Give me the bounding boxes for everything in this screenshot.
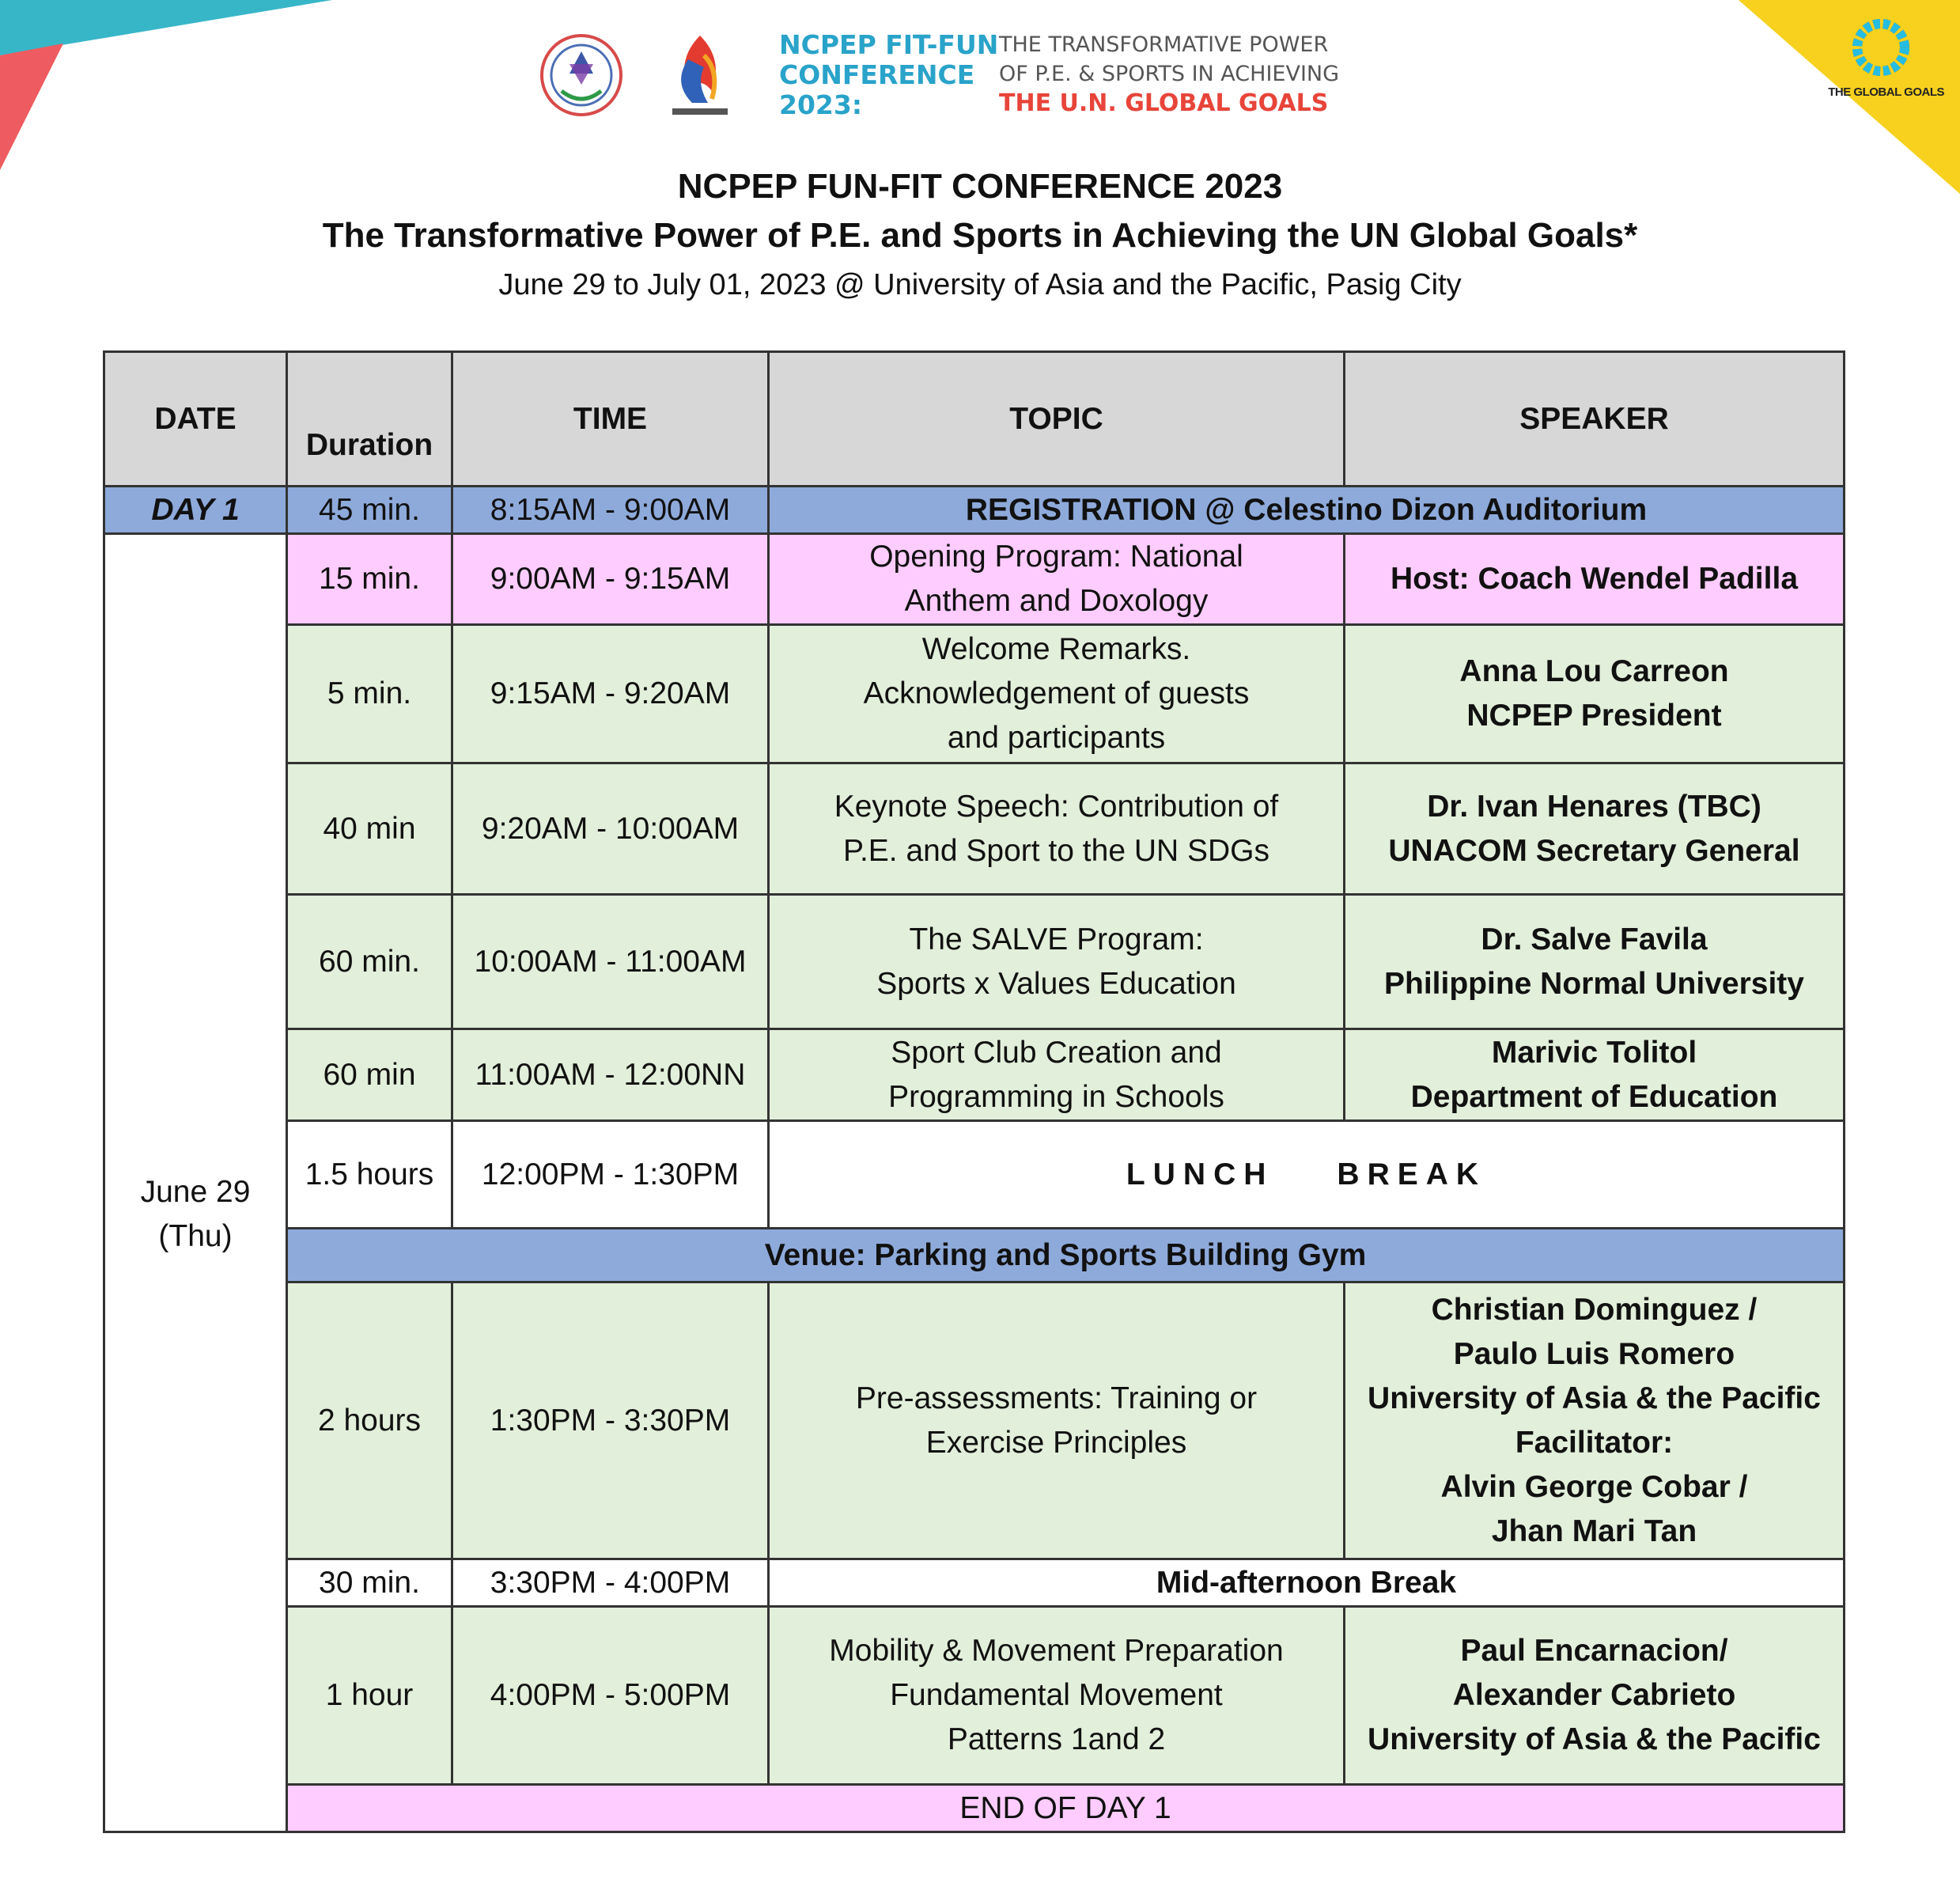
header-time: TIME xyxy=(452,352,769,487)
corner-decoration-left xyxy=(0,0,411,174)
cell-duration: 60 min xyxy=(287,1029,452,1121)
cell-time: 9:15AM - 9:20AM xyxy=(452,625,769,763)
cell-duration: 5 min. xyxy=(287,625,452,763)
cell-duration: 15 min. xyxy=(287,534,452,625)
break-label: Mid-afternoon Break xyxy=(769,1559,1845,1607)
lunch-break-label: LUNCH BREAK xyxy=(769,1121,1845,1229)
cell-duration: 2 hours xyxy=(287,1282,452,1559)
table-row xyxy=(104,1607,1845,1785)
table-row xyxy=(104,534,1845,625)
table-row xyxy=(104,625,1845,763)
header-duration: Duration xyxy=(287,352,452,487)
date-venue: June 29 to July 01, 2023 @ University of Asia and the Pacific, Pasig City xyxy=(498,268,1462,301)
cell-duration: 30 min. xyxy=(287,1559,452,1607)
cell-topic: Pre-assessments: Training or Exercise Principles xyxy=(769,1282,1345,1559)
header-date: DATE xyxy=(104,352,287,487)
page-subtitle: The Transformative Power of P.E. and Sports in Achieving the UN Global Goals* xyxy=(322,216,1638,255)
ncpep-seal-icon xyxy=(538,28,625,123)
cell-speaker: Anna Lou Carreon NCPEP President xyxy=(1345,625,1845,763)
cell-time: 4:00PM - 5:00PM xyxy=(452,1607,769,1785)
registration-row xyxy=(104,487,1845,534)
table-row xyxy=(104,763,1845,895)
break-row xyxy=(104,1559,1845,1607)
cell-time: 1:30PM - 3:30PM xyxy=(452,1282,769,1559)
table-header-row xyxy=(104,352,1845,487)
cell-speaker: Paul Encarnacion/ Alexander Cabrieto University of Asia & the Pacific xyxy=(1345,1607,1845,1785)
cell-time: 8:15AM - 9:00AM xyxy=(452,487,769,534)
brand-tagline: THE TRANSFORMATIVE POWER OF P.E. & SPORTS IN ACHIEVING THE U.N. GLOBAL GOALS xyxy=(999,32,1340,117)
cell-duration: 1.5 hours xyxy=(287,1121,452,1229)
title-block xyxy=(0,162,1960,309)
cell-topic: The SALVE Program: Sports x Values Education xyxy=(769,895,1345,1029)
table-row xyxy=(104,1282,1845,1559)
day-label: DAY 1 xyxy=(104,487,287,534)
cell-topic: Keynote Speech: Contribution of P.E. and Sport to the UN SDGs xyxy=(769,763,1345,895)
header-topic: TOPIC xyxy=(769,352,1345,487)
cell-time: 9:20AM - 10:00AM xyxy=(452,763,769,895)
logo-group xyxy=(538,24,775,127)
cell-time: 10:00AM - 11:00AM xyxy=(452,895,769,1029)
page-title: NCPEP FUN-FIT CONFERENCE 2023 xyxy=(677,167,1283,206)
registration-label: REGISTRATION @ Celestino Dizon Auditorium xyxy=(769,487,1845,534)
cell-speaker: Host: Coach Wendel Padilla xyxy=(1345,534,1845,625)
cell-duration: 60 min. xyxy=(287,895,452,1029)
table-row xyxy=(104,1029,1845,1121)
cell-speaker: Marivic Tolitol Department of Education xyxy=(1345,1029,1845,1121)
cell-speaker: Dr. Salve Favila Philippine Normal University xyxy=(1345,895,1845,1029)
cell-speaker: Dr. Ivan Henares (TBC) UNACOM Secretary General xyxy=(1345,763,1845,895)
venue-row xyxy=(104,1229,1845,1282)
date-cell: June 29 (Thu) xyxy=(104,534,287,1832)
end-of-day-label: END OF DAY 1 xyxy=(287,1785,1845,1832)
table-row xyxy=(104,895,1845,1029)
cell-time: 3:30PM - 4:00PM xyxy=(452,1559,769,1607)
lunch-row xyxy=(104,1121,1845,1229)
cell-time: 9:00AM - 9:15AM xyxy=(452,534,769,625)
sport-management-logo-icon xyxy=(656,28,744,123)
cell-topic: Mobility & Movement Preparation Fundamental Movement Patterns 1and 2 xyxy=(769,1607,1345,1785)
schedule-table xyxy=(103,350,1845,1833)
header-speaker: SPEAKER xyxy=(1345,352,1845,487)
cell-topic: Opening Program: National Anthem and Doxology xyxy=(769,534,1345,625)
brand-name: NCPEP FIT-FUN CONFERENCE 2023: xyxy=(779,29,999,120)
cell-time: 11:00AM - 12:00NN xyxy=(452,1029,769,1121)
cell-duration: 1 hour xyxy=(287,1607,452,1785)
cell-speaker: Christian Dominguez / Paulo Luis Romero University of Asia & the Pacific Facilitator: Alvin George Cobar / Jhan Mari Tan xyxy=(1345,1282,1845,1559)
sdg-label: THE GLOBAL GOALS xyxy=(1828,85,1944,99)
cell-topic: Welcome Remarks. Acknowledgement of guests and participants xyxy=(769,625,1345,763)
end-row xyxy=(104,1785,1845,1832)
venue-label: Venue: Parking and Sports Building Gym xyxy=(287,1229,1845,1282)
cell-duration: 45 min. xyxy=(287,487,452,534)
cell-duration: 40 min xyxy=(287,763,452,895)
cell-topic: Sport Club Creation and Programming in Schools xyxy=(769,1029,1345,1121)
cell-time: 12:00PM - 1:30PM xyxy=(452,1121,769,1229)
